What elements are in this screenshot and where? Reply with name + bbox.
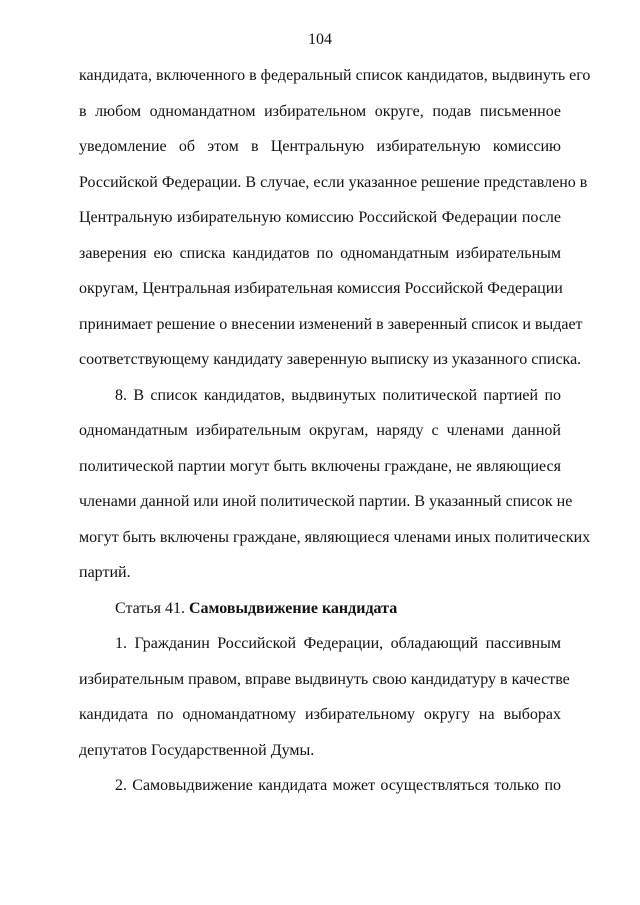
article-paragraph-2 [79,768,561,804]
article-title: Самовыдвижение кандидата [188,599,398,617]
text-line: Центральную избирательную комиссию Российской Федерации после [79,209,561,226]
article-paragraph-1 [79,626,570,768]
text-line: избирательным правом, вправе выдвинуть свою кандидатуру в качестве [79,670,570,688]
page-number: 104 [308,31,332,48]
article-heading [79,591,561,627]
text-line: Российской Федерации. В случае, если указанное решение представлено в [79,173,588,191]
text-line: в любом одномандатном избирательном округе, подав письменное [79,102,561,120]
text-line: могут быть включены граждане, являющиеся членами иных политических [79,528,591,546]
text-line: 2. Самовыдвижение кандидата может осуществляться только по [115,777,561,794]
text-line: кандидата по одномандатному избирательному округу на выборах [79,706,561,723]
text-line: уведомление об этом в Центральную избирательную комиссию [79,138,561,155]
text-line: одномандатным избирательным округам, наряду с членами данной [79,422,561,439]
text-line: депутатов Государственной Думы. [79,741,315,759]
text-line: соответствующему кандидату заверенную выписку из указанного списка. [79,351,582,368]
text-line: политической партии могут быть включены граждане, не являющиеся [79,457,561,475]
text-line: партий. [79,564,131,581]
text-line: 8. В список кандидатов, выдвинутых политической партией по [115,386,561,404]
text-line: 1. Гражданин Российской Федерации, обладающий пассивным [115,635,561,652]
text-line: округам, Центральная избирательная комиссия Российской Федерации [79,280,563,297]
document-body [79,58,591,804]
text-line: заверения ею списка кандидатов по одномандатным избирательным [79,244,561,262]
paragraph-8 [79,378,591,591]
paragraph-continuation [79,58,591,378]
text-line: принимает решение о внесении изменений в заверенный список и выдает [79,315,583,333]
text-line: кандидата, включенного в федеральный список кандидатов, выдвинуть его [79,67,591,84]
text-line: членами данной или иной политической партии. В указанный список не [79,493,573,510]
article-number: Статья 41. [115,599,189,617]
